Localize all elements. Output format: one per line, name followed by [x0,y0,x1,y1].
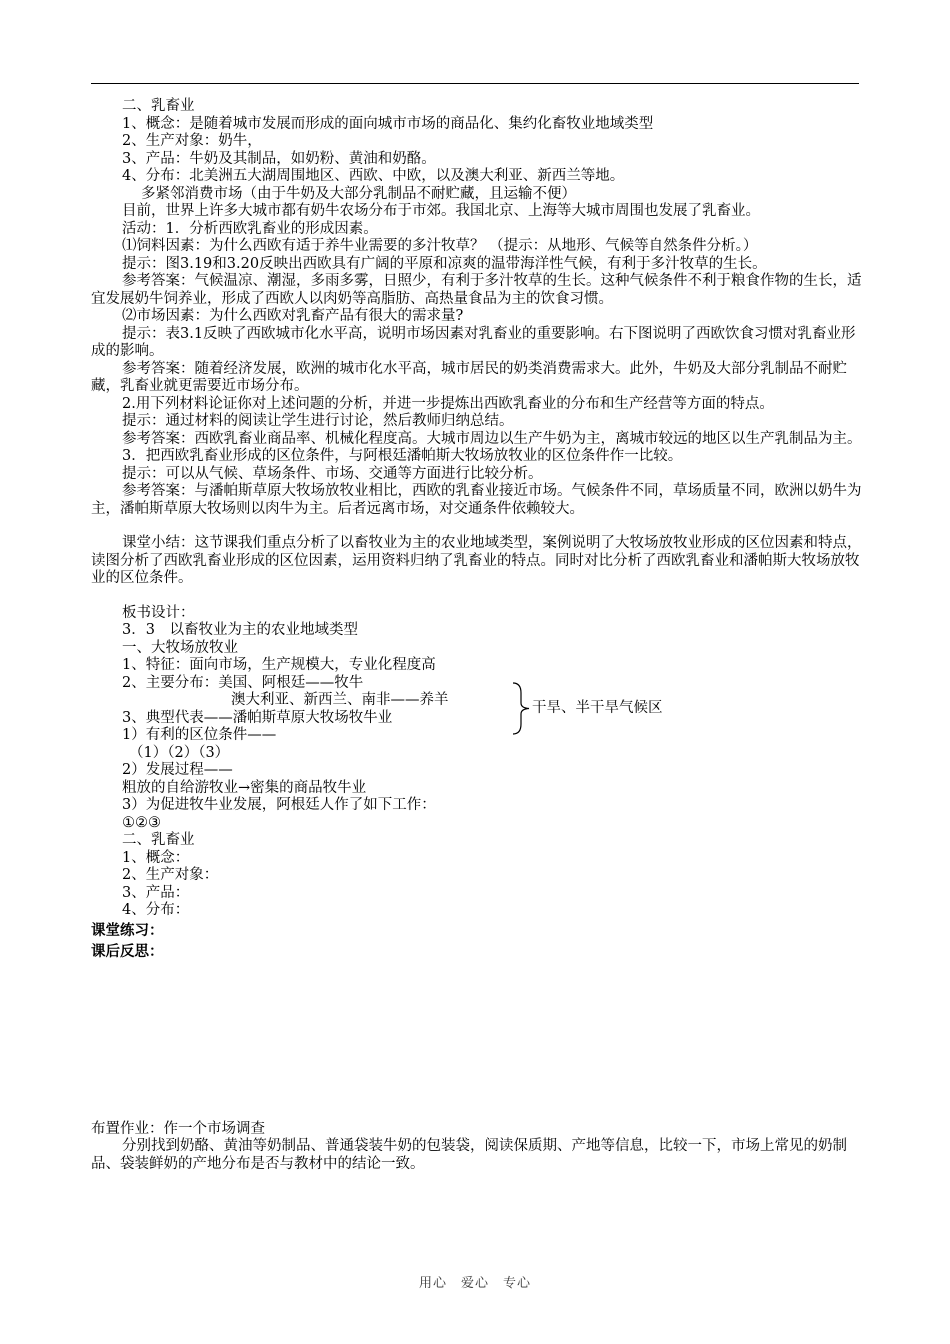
board-promotion: 3）为促进牧牛业发展，阿根廷人作了如下工作： [122,797,436,813]
board-location-conditions: 1）有利的区位条件—— [122,727,277,743]
board-design-title: 板书设计： [122,604,195,621]
board-distribution-2: 澳大利亚、新西兰、南非——养羊 [231,692,449,708]
activity-market-hint: 提示：表3.1反映了西欧城市化水平高，说明市场因素对乳畜业的重要影响。右下图说明了西欧饮食习惯对乳畜业形成的影响。 [91,325,856,359]
climate-note: 干旱、半干旱气候区 [532,700,663,716]
practice-heading: 课堂练习： [91,921,164,939]
document-body [91,98,863,1173]
lesson-summary: 课堂小结：这节课我们重点分析了以畜牧业为主的农业地域类型，案例说明了大牧场放牧业形成的区位因素和特点，读图分析了西欧乳畜业形成的区位因素，运用资料归纳了乳畜业的特点。同时对比分析了西欧乳畜业和潘帕斯大牧场放牧业的区位条件。 [91,535,862,586]
board-development: 2）发展过程—— [122,762,233,778]
activity-3: 3．把西欧乳畜业形成的区位条件，与阿根廷潘帕斯大牧场放牧业的区位条件作一比较。 [122,448,683,464]
board-development-flow: 粗放的自给游牧业→密集的商品牧牛业 [122,779,367,796]
board-products: 3、产品： [122,884,190,901]
activity-1: 活动：1．分析西欧乳畜业的形成因素。 [122,220,378,237]
board-representative: 3、典型代表——潘帕斯草原大牧场牧牛业 [122,709,393,726]
dairy-object: 2、生产对象：奶牛， [122,133,262,149]
board-section-2: 二、乳畜业 [122,832,195,848]
activity-market-answer: 参考答案：随着经济发展，欧洲的城市化水平高，城市居民的奶类消费需求大。此外，牛奶及大部分乳制品不耐贮藏，乳畜业就更需要近市场分布。 [91,360,847,394]
dairy-current-note: 目前，世界上许多大城市都有奶牛农场分布于市郊。我国北京、上海等大城市周围也发展了乳畜业。 [122,203,760,219]
section-title-dairy: 二、乳畜业 [122,98,195,114]
activity-3-answer: 参考答案：与潘帕斯草原大牧场放牧业相比，西欧的乳畜业接近市场。气候条件不同，草场质量不同，欧洲以奶牛为主，潘帕斯草原大牧场则以肉牛为主。后者远离市场，对交通条件依赖较大。 [91,483,862,517]
reflection-heading: 课后反思： [91,943,164,960]
board-object: 2、生产对象： [122,867,219,883]
homework-title: 布置作业：作一个市场调查 [91,1120,265,1137]
board-feature: 1、特征：面向市场，生产规模大，专业化程度高 [122,657,436,673]
homework-body: 分别找到奶酪、黄油等奶制品、普通袋装牛奶的包装袋，阅读保质期、产地等信息，比较一下，市场上常见的奶制品、袋装鲜奶的产地分布是否与教材中的结论一致。 [91,1138,847,1172]
activity-feed-question: ⑴饲料因素：为什么西欧有适于养牛业需要的多汁牧草？ （提示：从地形、气候等自然条件分析。） [122,238,758,254]
dairy-products: 3、产品：牛奶及其制品，如奶粉、黄油和奶酪。 [122,150,436,167]
dairy-market-note: 多紧邻消费市场（由于牛奶及大部分乳制品不耐贮藏，且运输不便） [141,185,576,202]
activity-market-question: ⑵市场因素：为什么西欧对乳畜产品有很大的需求量? [122,308,464,324]
activity-2-hint: 提示：通过材料的阅读让学生进行讨论，然后教师归纳总结。 [122,413,514,429]
board-conditions-list: （1）（2）（3） [129,744,230,761]
activity-feed-answer: 参考答案：气候温凉、潮湿，多雨多雾，日照少，有利于多汁牧草的生长。这种气候条件不利于粮食作物的生长，适宜发展奶牛饲养业，形成了西欧人以肉奶等高脂肪、高热量食品为主的饮食习惯。 [91,273,862,307]
board-distribution: 4、分布： [122,902,190,918]
activity-2-answer: 参考答案：西欧乳畜业商品率、机械化程度高。大城市周边以生产牛奶为主，离城市较远的地区以生产乳制品为主。 [122,430,862,447]
header-rule [91,83,859,84]
board-promotion-list: ①②③ [122,814,161,831]
activity-3-hint: 提示：可以从气候、草场条件、市场、交通等方面进行比较分析。 [122,465,543,482]
activity-feed-hint: 提示：图3.19和3.20反映出西欧具有广阔的平原和凉爽的温带海洋性气候，有利于多汁牧草的生长。 [122,255,767,272]
dairy-distribution: 4、分布：北美洲五大湖周围地区、西欧、中欧，以及澳大利亚、新西兰等地。 [122,168,625,184]
board-lesson-title: 3．3 以畜牧业为主的农业地域类型 [122,622,358,638]
board-distribution-1: 2、主要分布：美国、阿根廷——牧牛 [122,674,364,691]
board-concept: 1、概念： [122,849,190,866]
dairy-concept: 1、概念：是随着城市发展而形成的面向城市市场的商品化、集约化畜牧业地域类型 [122,115,654,132]
board-section-1: 一、大牧场放牧业 [122,639,238,656]
page-footer: 用心 爱心 专心 [418,1276,531,1291]
activity-2: 2.用下列材料论证你对上述问题的分析，并进一步提炼出西欧乳畜业的分布和生产经营等方面的特点。 [122,395,774,412]
